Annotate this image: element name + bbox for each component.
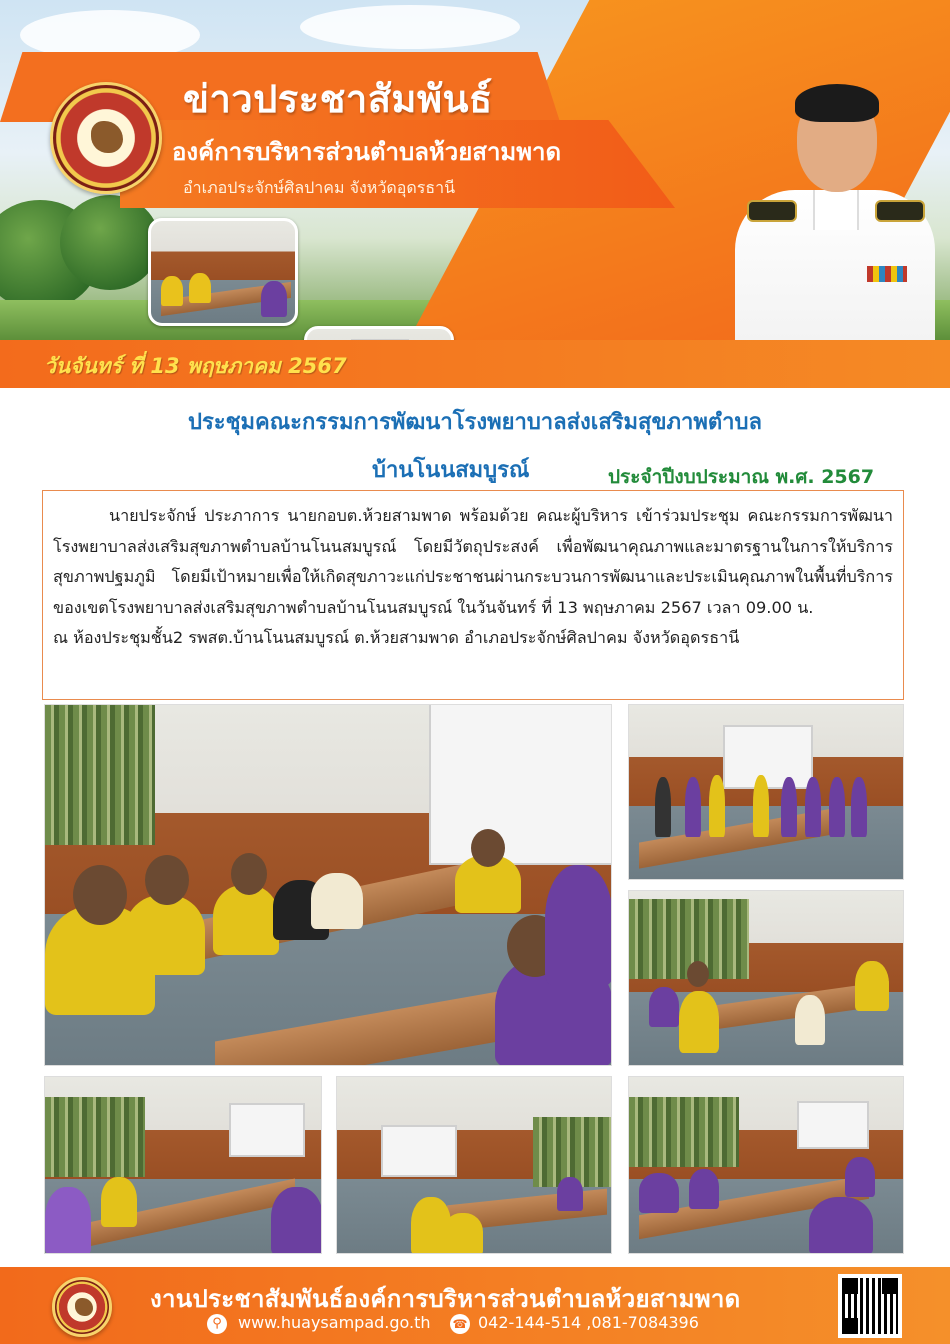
footer-logo <box>52 1277 112 1337</box>
header-photo-1 <box>148 218 298 326</box>
headline-line-1: ประชุมคณะกรรมการพัฒนาโรงพยาบาลส่งเสริมสุขภาพตำบล <box>188 410 762 435</box>
district-name: อำเภอประจักษ์ศิลปาคม จังหวัดอุดรธานี <box>183 178 455 197</box>
org-logo <box>50 82 162 194</box>
org-name: องค์การบริหารส่วนตำบลห้วยสามพาด <box>172 138 562 166</box>
meeting-photo-4 <box>44 1076 322 1254</box>
meeting-photo-5 <box>336 1076 612 1254</box>
meeting-photo-6 <box>628 1076 904 1254</box>
headline-line-2: บ้านโนนสมบูรณ์ <box>372 458 530 483</box>
news-body-box <box>42 490 904 700</box>
footer-website[interactable]: www.huaysampad.go.th <box>238 1313 431 1332</box>
tree <box>60 195 160 290</box>
horse-emblem-icon <box>75 1298 93 1316</box>
horse-emblem-icon <box>91 121 123 153</box>
news-title: ข่าวประชาสัมพันธ์ <box>183 77 493 121</box>
meeting-photo-main <box>44 704 612 1066</box>
news-location: ณ ห้องประชุมชั้น2 รพสต.บ้านโนนสมบูรณ์ ต.ห้วยสามพาด อำเภอประจักษ์ศิลปาคม จังหวัดอุดรธานี <box>53 628 740 647</box>
meeting-photo-3 <box>628 890 904 1066</box>
news-date: วันจันทร์ ที่ 13 พฤษภาคม 2567 <box>44 354 347 378</box>
qr-code-icon[interactable] <box>838 1274 902 1338</box>
meeting-photo-2 <box>628 704 904 880</box>
header-banner <box>0 0 950 340</box>
news-paragraph-text: นายประจักษ์ ประภาการ นายกอบต.ห้วยสามพาด พร้อมด้วย คณะผู้บริหาร เข้าร่วมประชุม คณะกรรมการพัฒนาโรงพยาบาลส่งเสริมสุขภาพตำบลบ้านโนนสมบูรณ์ โดยมีวัตถุประสงค์ เพื่อพัฒนาคุณภาพและมาตรฐานในการให้บริการสุขภาพปฐมภูมิ โดยมีเป้าหมายเพื่อให้เกิดสุขภาวะแก่ประชาชนผ่านกระบวนการพัฒนาและประเมินคุณภาพในพื้นที่บริการของเขตโรงพยาบาลส่งเสริมสุขภาพตำบลบ้านโนนสมบูรณ์ ในวันจันทร์ ที่ 13 พฤษภาคม 2567 เวลา 09.00 น. <box>53 506 893 617</box>
mayor-portrait <box>735 78 935 340</box>
budget-year: ประจำปีงบประมาณ พ.ศ. 2567 <box>608 466 875 488</box>
footer-title: งานประชาสัมพันธ์องค์การบริหารส่วนตำบลห้วยสามพาด <box>150 1285 741 1313</box>
phone-icon: ☎ <box>450 1314 470 1334</box>
footer-phone: 042-144-514 ,081-7084396 <box>478 1313 699 1332</box>
header-photo-2 <box>304 326 454 340</box>
news-paragraph <box>53 501 893 623</box>
globe-icon: ⚲ <box>207 1314 227 1334</box>
cloud <box>300 5 520 49</box>
